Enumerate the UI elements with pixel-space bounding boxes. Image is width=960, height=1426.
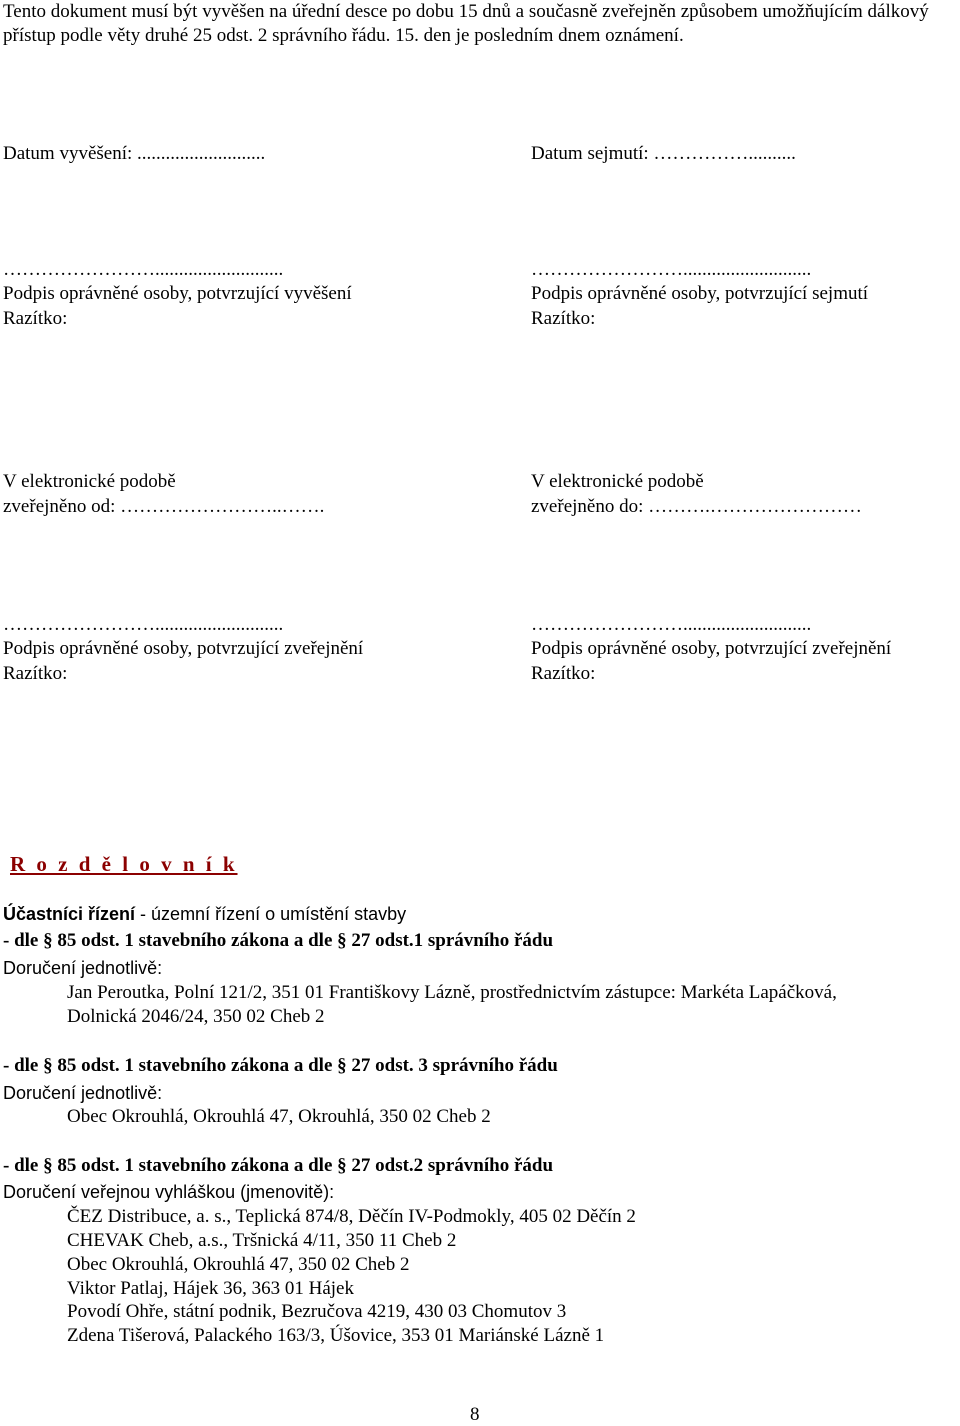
date-posted-field: Datum vyvěšení: ........................... — [3, 143, 266, 164]
participants-heading: Účastníci řízení — [3, 904, 136, 924]
page-number: 8 — [470, 1404, 480, 1425]
group1-heading: - dle § 85 odst. 1 stavebního zákona a dle § 27 odst.1 správního řádu — [3, 930, 554, 951]
group2-delivery-label: Doručení jednotlivě: — [3, 1083, 163, 1103]
publication-signature-line-left: ……………………........................... — [3, 614, 284, 635]
group3-recipient: CHEVAK Cheb, a.s., Tršnická 4/11, 350 11 Cheb 2 — [67, 1230, 457, 1251]
posting-signature-line-left: ……………………........................... — [3, 259, 284, 280]
publication-signature-line-right: ……………………........................... — [531, 614, 812, 635]
group3-recipient: Povodí Ohře, státní podnik, Bezručova 4219, 430 03 Chomutov 3 — [67, 1301, 567, 1322]
group1-delivery-label: Doručení jednotlivě: — [3, 958, 163, 978]
publication-signature-label-right: Podpis oprávněné osoby, potvrzující zveřejnění — [531, 638, 892, 659]
electronic-to-label: V elektronické podobě — [531, 471, 704, 492]
posting-signature-label-left: Podpis oprávněné osoby, potvrzující vyvěšení — [3, 283, 352, 304]
electronic-from-label: V elektronické podobě — [3, 471, 176, 492]
group1-recipient-line-2: Dolnická 2046/24, 350 02 Cheb 2 — [67, 1006, 325, 1027]
participants-subject: - územní řízení o umístění stavby — [135, 904, 407, 924]
group3-recipient: Zdena Tišerová, Palackého 163/3, Úšovice, 353 01 Mariánské Lázně 1 — [67, 1325, 605, 1346]
group3-recipient: Viktor Patlaj, Hájek 36, 363 01 Hájek — [67, 1278, 354, 1299]
group3-delivery-label: Doručení veřejnou vyhláškou (jmenovitě): — [3, 1182, 335, 1202]
posting-signature-line-right: ……………………........................... — [531, 259, 812, 280]
electronic-to-field: zveřejněno do: ……….…………………… — [531, 496, 862, 517]
group3-heading: - dle § 85 odst. 1 stavebního zákona a dle § 27 odst.2 správního řádu — [3, 1155, 554, 1176]
posting-signature-label-right: Podpis oprávněné osoby, potvrzující sejmutí — [531, 283, 869, 304]
publication-stamp-label-right: Razítko: — [531, 663, 596, 684]
group1-recipient-line-1: Jan Peroutka, Polní 121/2, 351 01 Františkovy Lázně, prostřednictvím zástupce: Markéta Lapáčková, — [67, 982, 837, 1003]
posting-stamp-label-right: Razítko: — [531, 308, 596, 329]
electronic-from-field: zveřejněno od: ……………………..……. — [3, 496, 325, 517]
group2-recipient-line-1: Obec Okrouhlá, Okrouhlá 47, Okrouhlá, 350 02 Cheb 2 — [67, 1106, 491, 1127]
publication-stamp-label-left: Razítko: — [3, 663, 68, 684]
participants-line — [3, 903, 406, 925]
distribution-title: R o z d ě l o v n í k — [10, 852, 238, 876]
posting-notice-text: Tento dokument musí být vyvěšen na úřední desce po dobu 15 dnů a současně zveřejněn způsobem umožňujícím dálkový přístup podle věty druhé 25 odst. 2 správního řádu. 15. den je posledním dnem oznámení. — [3, 1, 929, 46]
date-removed-field: Datum sejmutí: …………….......... — [531, 143, 796, 164]
group3-recipient: ČEZ Distribuce, a. s., Teplická 874/8, Děčín IV-Podmokly, 405 02 Děčín 2 — [67, 1206, 636, 1227]
group2-heading: - dle § 85 odst. 1 stavebního zákona a dle § 27 odst. 3 správního řádu — [3, 1055, 558, 1076]
publication-signature-label-left: Podpis oprávněné osoby, potvrzující zveřejnění — [3, 638, 364, 659]
group3-recipient: Obec Okrouhlá, Okrouhlá 47, 350 02 Cheb 2 — [67, 1254, 410, 1275]
posting-stamp-label-left: Razítko: — [3, 308, 68, 329]
